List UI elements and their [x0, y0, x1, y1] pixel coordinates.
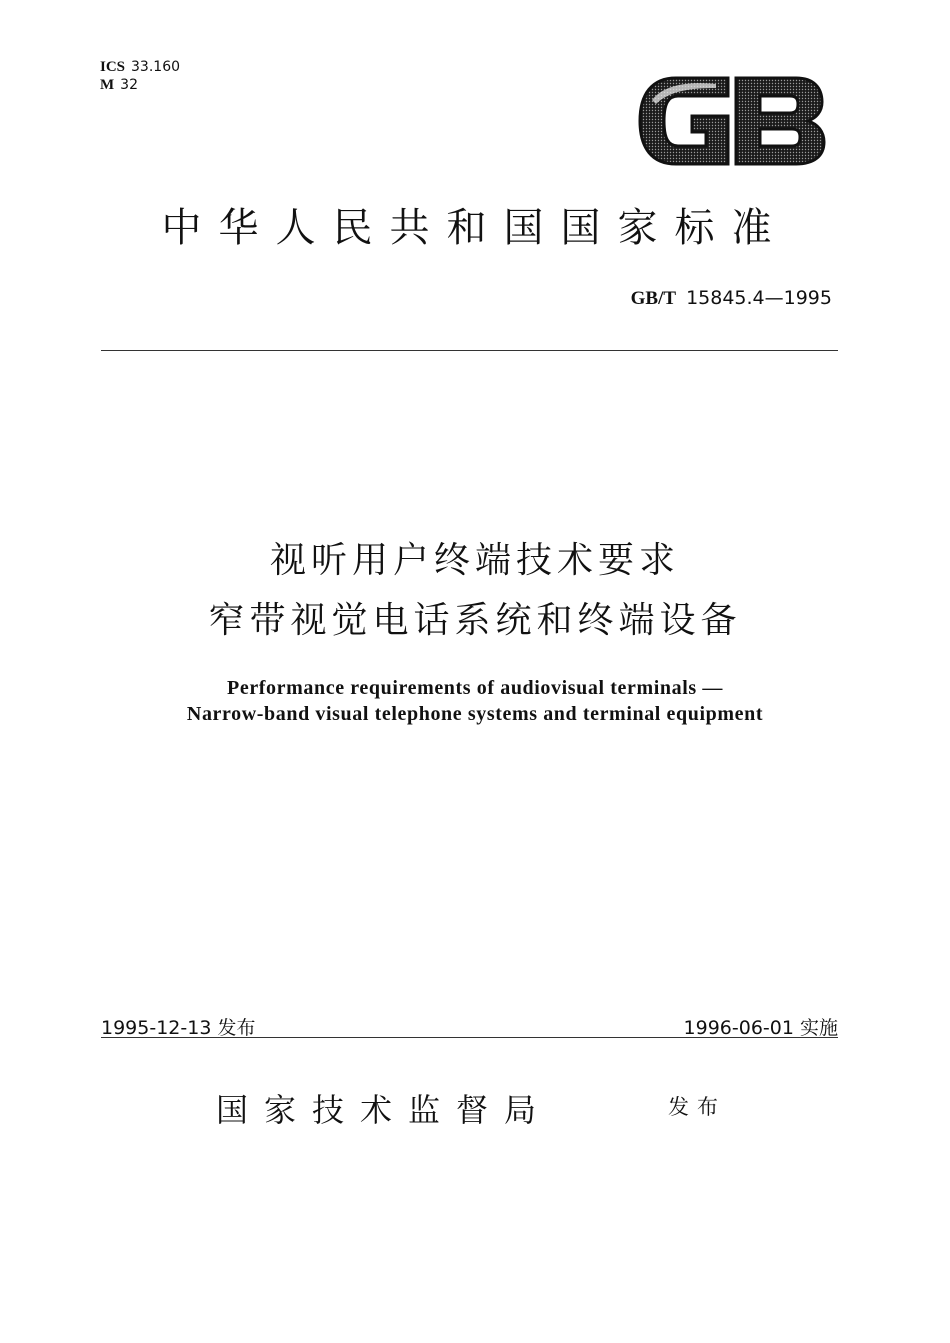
ccs-label: M: [100, 77, 115, 93]
ics-label: ICS: [100, 59, 126, 75]
title-en-line1: Performance requirements of audiovisual terminals —: [227, 677, 723, 699]
effective-date: 1996-06-01 实施: [683, 1017, 838, 1039]
title-cn-line2: 窄带视觉电话系统和终端设备: [208, 600, 742, 641]
ics-code: 33.160: [131, 59, 181, 75]
gb-emblem-icon: [636, 70, 826, 172]
ccs-code: 32: [120, 77, 138, 93]
classification-codes: [100, 58, 180, 94]
issue-date: 1995-12-13 发布: [101, 1017, 256, 1039]
ccs-row: [100, 76, 180, 94]
national-standard-title: 中华人民共和国国家标准: [161, 205, 789, 251]
standard-prefix: GB/T: [630, 288, 677, 309]
title-cn-line1: 视听用户终端技术要求: [269, 540, 680, 581]
bottom-divider: [101, 1037, 838, 1038]
publisher-name: 国家技术监督局: [216, 1091, 553, 1129]
standard-number: [631, 287, 832, 310]
title-en-line2: Narrow-band visual telephone systems and terminal equipment: [186, 703, 764, 725]
ics-row: [100, 58, 180, 76]
top-divider: [101, 350, 838, 351]
publish-action: 发布: [668, 1095, 726, 1119]
standard-code: 15845.4—1995: [686, 287, 832, 309]
